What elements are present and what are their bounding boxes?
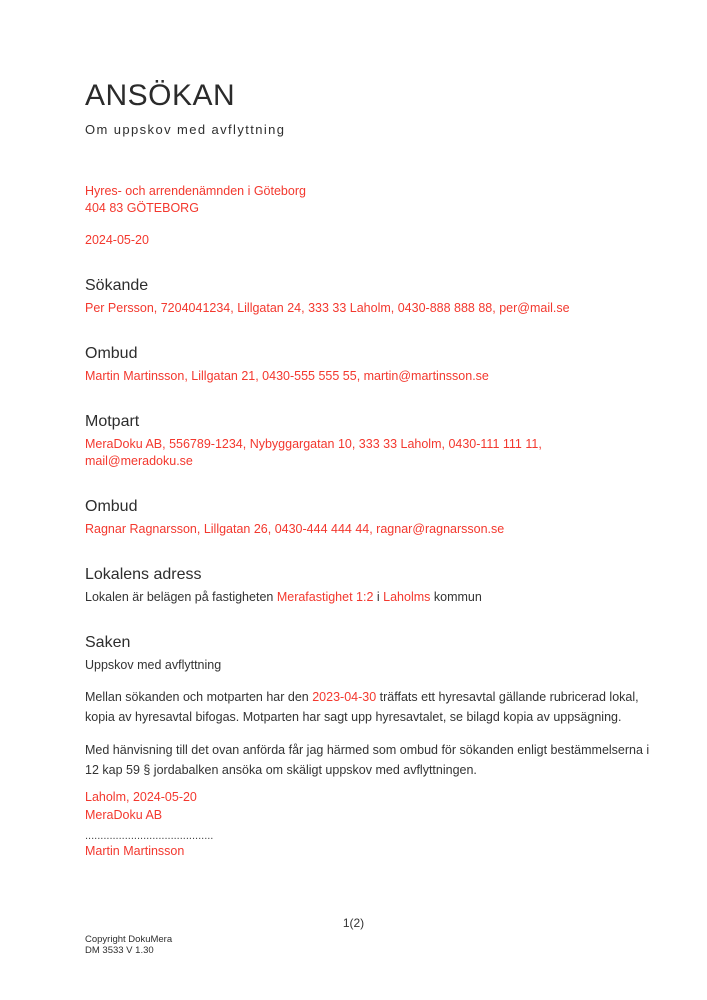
section-saken <box>85 633 660 674</box>
signature-place-date: Laholm, 2024-05-20 <box>85 790 197 804</box>
paragraph-1-text-after: träffats ett hyresavtal gällande rubricerad lokal, kopia av hyresavtal bifogas. Motparten har sagt upp hyresavtalet, se bilagd kopia av uppsägning. <box>85 690 639 724</box>
page-number: 1(2) <box>342 916 365 930</box>
section-lokalens-adress <box>85 565 660 606</box>
sokande-heading: Sökande <box>85 277 149 294</box>
body-paragraph-1 <box>85 687 660 727</box>
motpart-details-line-2: mail@meradoku.se <box>85 454 193 468</box>
recipient-block <box>85 183 660 217</box>
recipient-name: Hyres- och arrendenämnden i Göteborg <box>85 184 306 198</box>
signature-dotted-line: .......................................... <box>85 830 214 842</box>
section-ombud-1 <box>85 344 660 385</box>
saken-body: Uppskov med avflyttning <box>85 658 222 672</box>
ombud-2-details: Ragnar Ragnarsson, Lillgatan 26, 0430-444 444 44, ragnar@ragnarsson.se <box>85 522 505 536</box>
motpart-heading: Motpart <box>85 413 140 430</box>
recipient-address: 404 83 GÖTEBORG <box>85 201 199 215</box>
signature-block <box>85 788 660 860</box>
agreement-date: 2023-04-30 <box>312 690 377 704</box>
ombud-1-details: Martin Martinsson, Lillgatan 21, 0430-555 555 55, martin@martinsson.se <box>85 369 489 383</box>
property-designation: Merafastighet 1:2 <box>276 590 374 604</box>
signature-name: Martin Martinsson <box>85 844 185 858</box>
lokalens-adress-heading: Lokalens adress <box>85 566 202 583</box>
municipality-name: Laholms <box>383 590 431 604</box>
section-ombud-2 <box>85 497 660 538</box>
signature-company: MeraDoku AB <box>85 808 163 822</box>
motpart-details <box>85 436 660 470</box>
ombud-1-heading: Ombud <box>85 345 138 362</box>
paragraph-1-text-before: Mellan sökanden och motparten har den <box>85 690 313 704</box>
motpart-details-line-1: MeraDoku AB, 556789-1234, Nybyggargatan 10, 333 33 Laholm, 0430-111 111 11, <box>85 437 542 451</box>
sokande-details: Per Persson, 7204041234, Lillgatan 24, 333 33 Laholm, 0430-888 888 88, per@mail.se <box>85 301 570 315</box>
copyright-block <box>85 934 172 956</box>
copyright-text: Copyright DokuMera <box>85 934 173 945</box>
premises-text-after: kommun <box>430 590 482 604</box>
body-paragraph-2: Med hänvisning till det ovan anförda får jag härmed som ombud för sökanden enligt bestämmelserna i 12 kap 59 § jordabalken ansöka om skäligt uppskov med avflyttningen. <box>85 743 650 777</box>
document-subtitle: Om uppskov med avflyttning <box>85 122 286 137</box>
document-version: DM 3533 V 1.30 <box>85 945 154 956</box>
document-content <box>85 0 660 860</box>
saken-heading: Saken <box>85 634 131 651</box>
premises-text-middle: i <box>373 590 384 604</box>
lokalens-adress-body <box>85 589 660 606</box>
section-sokande <box>85 276 660 317</box>
premises-text-before: Lokalen är belägen på fastigheten <box>85 590 277 604</box>
ombud-2-heading: Ombud <box>85 498 138 515</box>
document-date: 2024-05-20 <box>85 233 149 247</box>
document-title: ANSÖKAN <box>85 79 236 112</box>
section-motpart <box>85 412 660 470</box>
